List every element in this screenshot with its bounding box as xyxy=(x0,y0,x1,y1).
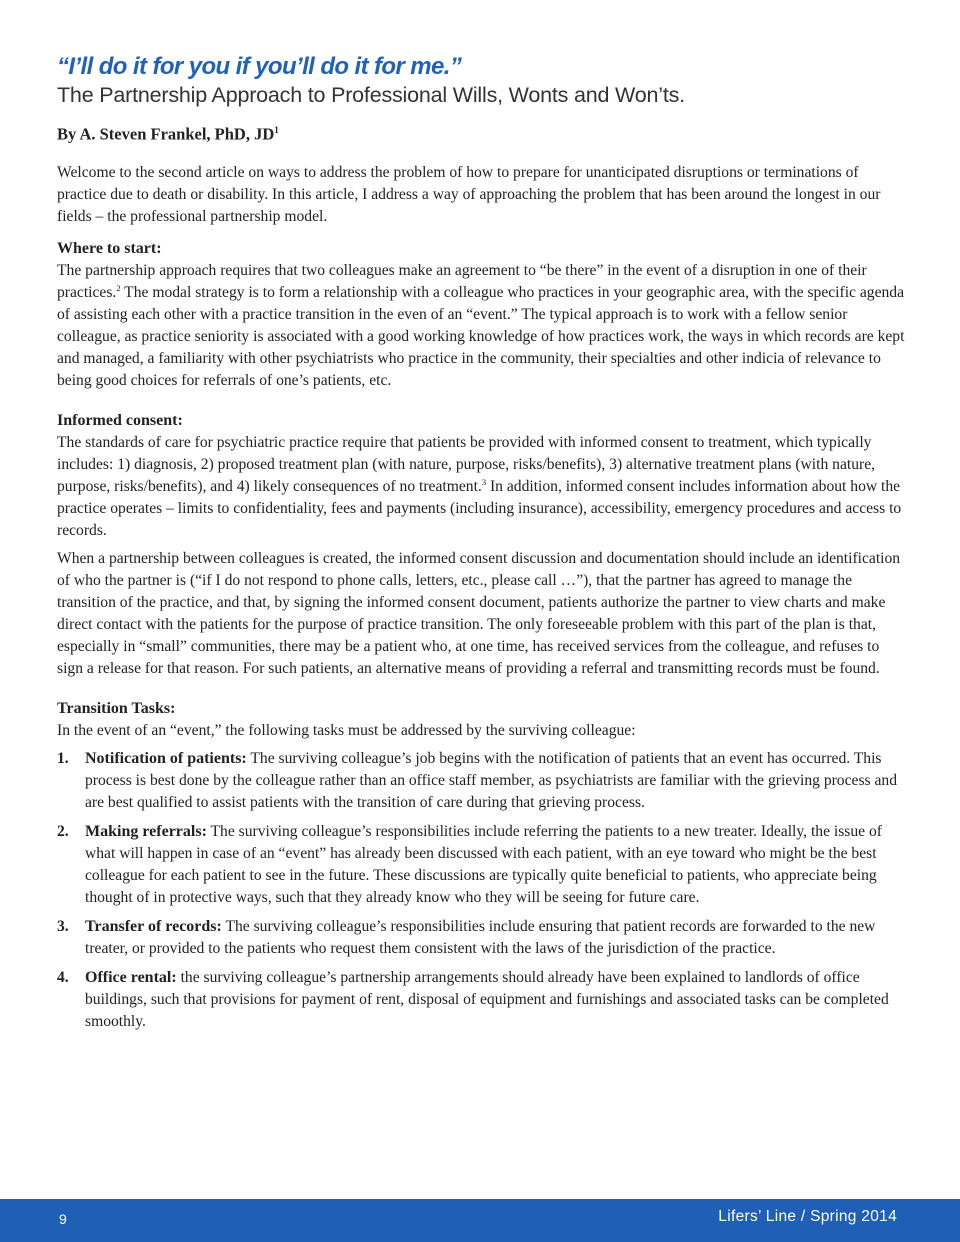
list-item-term: Transfer of records: xyxy=(85,917,222,935)
list-item-text: the surviving colleague’s partnership arrangements should already have been explained to landlords of office buildings, such that provisions for payment of rent, disposal of equipment and furnishings and associated tasks can be completed smoothly. xyxy=(85,968,889,1030)
byline xyxy=(57,120,907,145)
byline-footnote: 1 xyxy=(274,125,279,135)
list-item-term: Making referrals: xyxy=(85,822,207,840)
byline-text: By A. Steven Frankel, PhD, JD xyxy=(57,124,275,144)
list-item xyxy=(57,967,907,1033)
transition-tasks-intro: In the event of an “event,” the following tasks must be addressed by the surviving colleague: xyxy=(57,721,636,739)
list-item-number: 3. xyxy=(57,917,69,935)
footnote-3: 3 xyxy=(481,476,487,487)
list-item-text: The surviving colleague’s job begins with the notification of patients that an event has occurred. This process is best done by the colleague rather than an office staff member, as psychiatrists are familiar with the grieving process and are best qualified to assist patients with the transition of care during that grieving process. xyxy=(85,749,898,811)
list-item xyxy=(57,821,907,909)
section-title-where-to-start: Where to start: xyxy=(57,239,162,257)
intro-paragraph: Welcome to the second article on ways to address the problem of how to prepare for unanticipated disruptions or terminations of practice due to death or disability. In this article, I address a way of approaching the problem that has been around the longest in our fields – the professional partnership model. xyxy=(57,163,881,225)
list-item-term: Office rental: xyxy=(85,968,177,986)
transition-tasks-list xyxy=(57,748,907,1033)
list-item-number: 4. xyxy=(57,968,69,986)
where-to-start-text-b: The modal strategy is to form a relationship with a colleague who practices in your geographic area, with the specific agenda of assisting each other with a practice transition in the even of an “event.” The typical approach is to work with a fellow senior colleague, as practice seniority is associated with a good working knowledge of how practices work, the ways in which records are kept and managed, a familiarity with other psychiatrists who practice in the community, their specialties and other indicia of relevance to being good choices for referrals of one’s patients, etc. xyxy=(57,283,905,389)
list-item-number: 2. xyxy=(57,822,69,840)
footnote-2: 2 xyxy=(116,282,121,293)
article-subheadline: The Partnership Approach to Professional Wills, Wonts and Won’ts. xyxy=(57,83,685,107)
list-item-term: Notification of patients: xyxy=(85,749,247,767)
page-number: 9 xyxy=(59,1211,67,1227)
where-to-start-text-a: The partnership approach requires that two colleagues make an agreement to “be there” in the event of a disruption in one of their practices. xyxy=(57,261,867,301)
list-item xyxy=(57,748,907,814)
article xyxy=(57,52,907,1040)
section-title-transition-tasks: Transition Tasks: xyxy=(57,699,176,717)
informed-consent-paragraph xyxy=(57,432,907,542)
where-to-start-paragraph xyxy=(57,260,907,392)
informed-consent-paragraph-2: When a partnership between colleagues is created, the informed consent discussion and documentation should include an identification of who the partner is (“if I do not respond to phone calls, letters, etc., please call …”), that the partner has agreed to manage the transition of the practice, and that, by signing the informed consent document, patients authorize the partner to view charts and make direct contact with the patients for the purpose of practice transition. The only foreseeable problem with this part of the plan is that, especially in “small” communities, there may be a patient who, at one time, has received services from the colleague, and refuses to sign a release for that reason. For such patients, an alternative means of providing a referral and transmitting records must be found. xyxy=(57,549,901,677)
informed-consent-text-b: In addition, informed consent includes information about how the practice operates – limits to confidentiality, fees and payments (including insurance), accessibility, emergency procedures and access to records. xyxy=(57,477,902,539)
informed-consent-text-a: The standards of care for psychiatric practice require that patients be provided with informed consent to treatment, which typically includes: 1) diagnosis, 2) proposed treatment plan (with nature, purpose, risks/benefits), 3) alternative treatment plans (with nature, purpose, risks/benefits), and 4) likely consequences of no treatment. xyxy=(57,433,876,495)
section-title-informed-consent: Informed consent: xyxy=(57,411,183,429)
article-headline: “I’ll do it for you if you’ll do it for me.” xyxy=(57,53,462,80)
publication-title: Lifers’ Line / Spring 2014 xyxy=(718,1208,897,1225)
list-item-text: The surviving colleague’s responsibilities include ensuring that patient records are forwarded to the new treater, or provided to the patients who request them consistent with the laws of the jurisdiction of the practice. xyxy=(85,917,876,957)
list-item-number: 1. xyxy=(57,749,69,767)
page-footer xyxy=(0,1199,960,1242)
list-item xyxy=(57,916,907,960)
list-item-text: The surviving colleague’s responsibilities include referring the patients to a new treater. Ideally, the issue of what will happen in case of an “event” has already been discussed with each patient, with an eye toward who might be the best colleague for each patient to see in the future. These discussions are typically quite beneficial to patients, who appreciate being thought of in protective ways, such that they already know who they will be seeing for future care. xyxy=(85,822,882,906)
